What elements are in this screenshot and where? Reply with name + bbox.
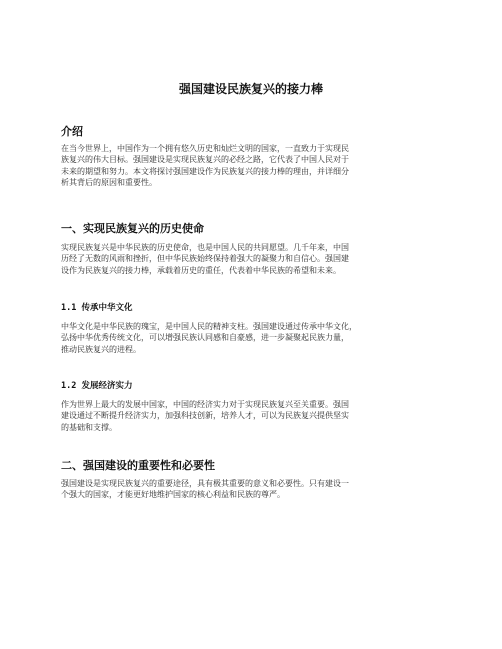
- paragraph-line: 在当今世界上，中国作为一个拥有悠久历史和灿烂文明的国家，一直致力于实现民: [61, 144, 349, 153]
- paragraph-intro: [61, 143, 451, 189]
- paragraph-line: 建设通过不断提升经济实力，加强科技创新，培养人才，可以为民族复兴提供坚实: [61, 411, 349, 421]
- paragraph-line: 实现民族复兴是中华民族的历史使命，也是中国人民的共同愿望。几千年来，中国: [61, 243, 349, 252]
- heading-intro: 介绍: [61, 125, 83, 138]
- paragraph-line: 强国建设是实现民族复兴的重要途径，具有极其重要的意义和必要性。只有建设一: [61, 479, 349, 488]
- paragraph-line: 族复兴的伟大目标。强国建设是实现民族复兴的必经之路，它代表了中国人民对于: [61, 155, 349, 165]
- paragraph-line: 设作为民族复兴的接力棒，承载着历史的重任，代表着中华民族的希望和未来。: [61, 265, 341, 275]
- paragraph-line: 历经了无数的风雨和挫折，但中华民族始终保持着强大的凝聚力和自信心。强国建: [61, 254, 349, 264]
- paragraph-line: 弘扬中华优秀传统文化，可以增强民族认同感和自豪感，进一步凝聚起民族力量，: [61, 333, 349, 343]
- paragraph-section-1-2: [61, 399, 451, 433]
- paragraph-section-2: [61, 478, 451, 501]
- paragraph-line: 的基础和支撑。: [61, 422, 117, 432]
- paragraph-line: 析其背后的原因和重要性。: [61, 178, 157, 188]
- heading-section-2: 二、强国建设的重要性和必要性: [61, 459, 215, 472]
- paragraph-line: 作为世界上最大的发展中国家，中国的经济实力对于实现民族复兴至关重要。强国: [61, 400, 349, 409]
- heading-section-1-2: 1.2 发展经济实力: [61, 381, 133, 391]
- paragraph-line: 中华文化是中华民族的瑰宝，是中国人民的精神支柱。强国建设通过传承中华文化，: [61, 322, 357, 331]
- paragraph-section-1: [61, 242, 451, 276]
- heading-section-1: 一、实现民族复兴的历史使命: [61, 222, 204, 235]
- paragraph-line: 个强大的国家，才能更好地维护国家的核心利益和民族的尊严。: [61, 490, 285, 500]
- paragraph-line: 推动民族复兴的进程。: [61, 344, 141, 354]
- paragraph-section-1-1: [61, 321, 451, 355]
- document-title: 强国建设民族复兴的接力棒: [178, 82, 323, 96]
- paragraph-line: 未来的期望和努力。本文将探讨强国建设作为民族复兴的接力棒的理由，并详细分: [61, 166, 349, 176]
- heading-section-1-1: 1.1 传承中华文化: [61, 303, 133, 313]
